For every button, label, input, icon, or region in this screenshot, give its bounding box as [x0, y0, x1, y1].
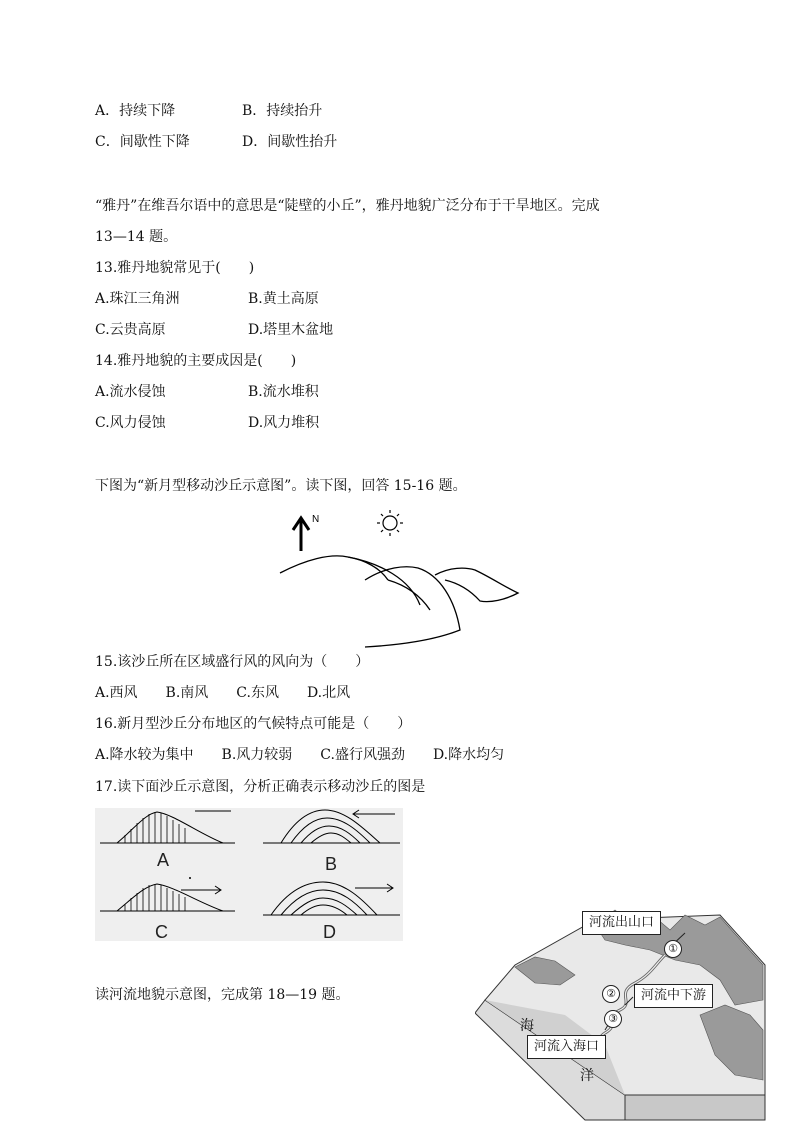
yardang-intro-line2: 13—14 题。 [95, 229, 178, 245]
marker-1: ① [664, 940, 682, 958]
q17-stem: 17.读下面沙丘示意图，分析正确表示移动沙丘的图是 [95, 779, 426, 795]
q14-stem: 14.雅丹地貌的主要成因是( ) [95, 353, 297, 369]
panel-label-d: D [323, 922, 336, 941]
q16-stem: 16.新月型沙丘分布地区的气候特点可能是（ ） [95, 716, 412, 732]
q13-stem: 13.雅丹地貌常见于( ) [95, 260, 255, 276]
dune-cross-section-figure [95, 808, 403, 941]
panel-label-c: C [155, 922, 168, 941]
q14-option-a: A.流水侵蚀 [95, 384, 166, 400]
dune-intro: 下图为“新月型移动沙丘示意图”。读下图，回答 15-16 题。 [95, 478, 467, 494]
dune-outlines [280, 556, 518, 647]
yardang-intro-line1: “雅丹”在维吾尔语中的意思是“陡壁的小丘”，雅丹地貌广泛分布于干旱地区。完成 [95, 198, 600, 214]
marker-2: ② [602, 985, 620, 1003]
label-river-outlet: 河流出山口 [582, 911, 661, 935]
q15-stem: 15.该沙丘所在区域盛行风的风向为（ ） [95, 654, 370, 670]
label-river-midlower: 河流中下游 [634, 984, 713, 1008]
q13-option-c: C.云贵高原 [95, 322, 166, 338]
sun-icon [377, 510, 403, 536]
q16-options: A.降水较为集中 B.风力较弱 C.盛行风强劲 D.降水均匀 [95, 747, 505, 763]
option-c: C．间歇性下降 [95, 134, 190, 150]
river-intro: 读河流地貌示意图，完成第 18—19 题。 [95, 987, 350, 1003]
q13-option-b: B.黄土高原 [248, 291, 319, 307]
label-river-mouth: 河流入海口 [527, 1035, 606, 1059]
panel-label-a: A [157, 850, 170, 870]
sea-label-2: 洋 [580, 1068, 594, 1084]
north-label: N [312, 514, 320, 525]
option-b: B．持续抬升 [242, 103, 323, 119]
crescent-dune-figure [270, 505, 530, 650]
panel-label-b: B [325, 854, 338, 874]
sea-label-1: 海 [520, 1018, 534, 1034]
marker-3: ③ [604, 1010, 622, 1028]
option-d: D．间歇性抬升 [242, 134, 338, 150]
q13-option-a: A.珠江三角洲 [95, 291, 180, 307]
river-landform-figure [475, 905, 775, 1123]
q15-options: A.西风 B.南风 C.东风 D.北风 [95, 685, 351, 701]
q13-option-d: D.塔里木盆地 [248, 322, 334, 338]
north-arrow-icon [293, 518, 309, 551]
option-a: A．持续下降 [95, 103, 176, 119]
q14-option-b: B.流水堆积 [248, 384, 319, 400]
q14-option-d: D.风力堆积 [248, 415, 320, 431]
q14-option-c: C.风力侵蚀 [95, 415, 166, 431]
